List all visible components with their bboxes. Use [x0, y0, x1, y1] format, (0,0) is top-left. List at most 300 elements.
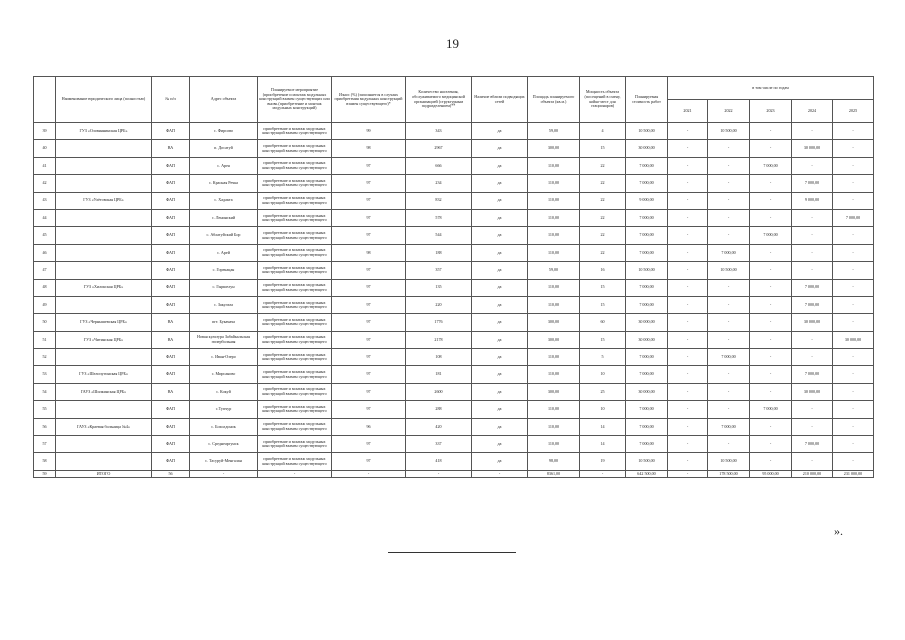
row-number: 39: [34, 123, 56, 140]
row-population: 181: [406, 366, 472, 383]
total-cap: -: [580, 470, 626, 477]
row-area: 300,00: [528, 331, 580, 348]
row-organization: [56, 296, 152, 313]
row-organization: [56, 436, 152, 453]
table-row: [34, 157, 874, 174]
row-year-2024: -: [792, 157, 833, 174]
row-year-2022: -: [708, 401, 750, 418]
row-wear: 97: [332, 383, 406, 400]
row-population: 288: [406, 401, 472, 418]
row-cost: 10 500,00: [626, 262, 668, 279]
row-year-2023: -: [750, 244, 792, 261]
row-year-2025: 30 000,00: [833, 331, 874, 348]
row-measure: приобретение и монтаж модульных конструкций взамен существующего: [258, 175, 332, 192]
row-network: да: [472, 227, 528, 244]
row-year-2021: -: [668, 296, 708, 313]
total-y23: 95 000,00: [750, 470, 792, 477]
header-year: 2025: [833, 100, 874, 123]
row-capacity: 14: [580, 436, 626, 453]
row-year-2023: 7 000,00: [750, 227, 792, 244]
row-measure: приобретение и монтаж модульных конструкций взамен существующего: [258, 157, 332, 174]
row-year-2025: -: [833, 262, 874, 279]
row-cost: 30 000,00: [626, 331, 668, 348]
row-network: да: [472, 401, 528, 418]
total-area: 8361,00: [528, 470, 580, 477]
row-year-2023: -: [750, 314, 792, 331]
row-year-2025: -: [833, 244, 874, 261]
row-cost: 30 000,00: [626, 140, 668, 157]
row-year-2023: -: [750, 349, 792, 366]
row-area: 300,00: [528, 140, 580, 157]
row-capacity: 22: [580, 209, 626, 226]
row-number: 58: [34, 453, 56, 470]
header-people: Количество населения, обслуживаемого медицинской организацией (структурным подразделением)**: [406, 77, 472, 123]
row-organization: [56, 262, 152, 279]
row-number: 49: [34, 296, 56, 313]
row-year-2022: -: [708, 157, 750, 174]
row-type: ФАП: [152, 436, 190, 453]
table-row: [34, 401, 874, 418]
row-capacity: 22: [580, 157, 626, 174]
row-year-2022: 10 500,00: [708, 123, 750, 140]
row-population: 544: [406, 227, 472, 244]
row-year-2025: -: [833, 296, 874, 313]
row-population: 357: [406, 262, 472, 279]
page-number: 19: [446, 36, 459, 51]
table-row: [34, 296, 874, 313]
header-type: [34, 77, 56, 123]
row-wear: 99: [332, 123, 406, 140]
row-year-2021: -: [668, 140, 708, 157]
row-year-2023: -: [750, 418, 792, 435]
row-type: ФАП: [152, 123, 190, 140]
row-type: ФАП: [152, 157, 190, 174]
row-year-2024: 30 000,00: [792, 314, 833, 331]
row-year-2025: -: [833, 123, 874, 140]
row-year-2024: -: [792, 123, 833, 140]
row-year-2024: 7 000,00: [792, 366, 833, 383]
row-year-2021: -: [668, 349, 708, 366]
row-year-2021: -: [668, 418, 708, 435]
row-area: 110,00: [528, 296, 580, 313]
row-year-2021: -: [668, 157, 708, 174]
row-year-2021: -: [668, 453, 708, 470]
row-year-2024: -: [792, 453, 833, 470]
row-organization: [56, 401, 152, 418]
row-address: с. Фирсово: [190, 123, 258, 140]
row-network: да: [472, 140, 528, 157]
header-area: Площадь планируемого объекта (кв.м.): [528, 77, 580, 123]
row-address: с. Среднеаргунск: [190, 436, 258, 453]
row-type: ФАП: [152, 401, 190, 418]
row-year-2022: -: [708, 279, 750, 296]
table-header: [34, 77, 874, 123]
row-address: с. Тасуруй-Менгалан: [190, 453, 258, 470]
row-year-2021: -: [668, 192, 708, 209]
row-area: 300,00: [528, 383, 580, 400]
row-capacity: 25: [580, 383, 626, 400]
row-year-2025: -: [833, 192, 874, 209]
row-measure: приобретение и монтаж модульных конструкций взамен существующего: [258, 366, 332, 383]
row-network: да: [472, 453, 528, 470]
row-year-2024: 30 000,00: [792, 383, 833, 400]
row-organization: [56, 175, 152, 192]
row-wear: 98: [332, 244, 406, 261]
row-measure: приобретение и монтаж модульных конструкций взамен существующего: [258, 331, 332, 348]
table-row: [34, 349, 874, 366]
row-area: 110,00: [528, 157, 580, 174]
row-area: 110,00: [528, 244, 580, 261]
row-population: 188: [406, 244, 472, 261]
row-capacity: 15: [580, 331, 626, 348]
row-measure: приобретение и монтаж модульных конструкций взамен существующего: [258, 349, 332, 366]
row-network: да: [472, 175, 528, 192]
row-network: да: [472, 296, 528, 313]
row-year-2024: -: [792, 331, 833, 348]
header-org: Наименование юридического лица (полностью): [56, 77, 152, 123]
row-type: ВА: [152, 331, 190, 348]
row-number: 55: [34, 401, 56, 418]
table-row: [34, 227, 874, 244]
row-cost: 7 000,00: [626, 418, 668, 435]
row-year-2023: -: [750, 366, 792, 383]
table-row: [34, 209, 874, 226]
row-capacity: 10: [580, 366, 626, 383]
table-row: [34, 244, 874, 261]
row-wear: 97: [332, 209, 406, 226]
row-cost: 7 000,00: [626, 175, 668, 192]
row-number: 46: [34, 244, 56, 261]
row-population: 2967: [406, 140, 472, 157]
row-network: да: [472, 366, 528, 383]
row-measure: приобретение и монтаж модульных конструкций взамен существующего: [258, 418, 332, 435]
row-network: да: [472, 349, 528, 366]
row-capacity: 22: [580, 227, 626, 244]
row-type: ФАП: [152, 227, 190, 244]
row-year-2021: -: [668, 383, 708, 400]
row-year-2022: 7 000,00: [708, 418, 750, 435]
row-year-2025: -: [833, 227, 874, 244]
signature-rule: [388, 552, 516, 553]
row-year-2025: -: [833, 140, 874, 157]
row-year-2022: -: [708, 209, 750, 226]
row-year-2021: -: [668, 436, 708, 453]
row-network: да: [472, 123, 528, 140]
row-measure: приобретение и монтаж модульных конструкций взамен существующего: [258, 453, 332, 470]
row-cost: 7 000,00: [626, 401, 668, 418]
row-type: ФАП: [152, 209, 190, 226]
row-cost: 7 000,00: [626, 209, 668, 226]
table-row: [34, 262, 874, 279]
row-cost: 30 000,00: [626, 314, 668, 331]
row-measure: приобретение и монтаж модульных конструкций взамен существующего: [258, 209, 332, 226]
row-capacity: 14: [580, 418, 626, 435]
row-year-2024: 7 000,00: [792, 279, 833, 296]
program-table: [33, 76, 874, 478]
row-year-2024: 9 000,00: [792, 192, 833, 209]
table-row: [34, 436, 874, 453]
row-network: да: [472, 314, 528, 331]
row-number: 48: [34, 279, 56, 296]
table-row: [34, 366, 874, 383]
row-area: 59,00: [528, 262, 580, 279]
row-capacity: 10: [580, 401, 626, 418]
row-capacity: 15: [580, 279, 626, 296]
header-capacity: Мощность объекта (посещений в смену, койко-мест для стационаров): [580, 77, 626, 123]
row-number: 40: [34, 140, 56, 157]
row-year-2025: -: [833, 175, 874, 192]
row-measure: приобретение и монтаж модульных конструкций взамен существующего: [258, 436, 332, 453]
row-address: пгт. Букачача: [190, 314, 258, 331]
row-measure: приобретение и монтаж модульных конструкций взамен существующего: [258, 314, 332, 331]
table-row: [34, 279, 874, 296]
row-address: с. Закульта: [190, 296, 258, 313]
row-wear: 97: [332, 227, 406, 244]
row-address: с. Хадакта: [190, 192, 258, 209]
row-year-2023: -: [750, 175, 792, 192]
row-year-2021: -: [668, 123, 708, 140]
row-measure: приобретение и монтаж модульных конструкций взамен существующего: [258, 227, 332, 244]
row-population: 420: [406, 418, 472, 435]
row-capacity: 19: [580, 453, 626, 470]
row-number: 42: [34, 175, 56, 192]
row-number: 51: [34, 331, 56, 348]
row-type: ФАП: [152, 366, 190, 383]
row-wear: 96: [332, 418, 406, 435]
row-capacity: 60: [580, 314, 626, 331]
row-area: 110,00: [528, 349, 580, 366]
row-area: 110,00: [528, 279, 580, 296]
row-area: 98,00: [528, 453, 580, 470]
row-network: да: [472, 157, 528, 174]
row-area: 110,00: [528, 366, 580, 383]
row-network: да: [472, 279, 528, 296]
closing-quote-mark: ».: [834, 524, 843, 538]
row-measure: приобретение и монтаж модульных конструкций взамен существующего: [258, 244, 332, 261]
table-row: [34, 314, 874, 331]
row-organization: [56, 140, 152, 157]
row-year-2024: 7 000,00: [792, 296, 833, 313]
row-number: 41: [34, 157, 56, 174]
row-cost: 7 000,00: [626, 436, 668, 453]
table-row: [34, 453, 874, 470]
total-net: -: [472, 470, 528, 477]
row-population: 343: [406, 123, 472, 140]
row-type: ФАП: [152, 175, 190, 192]
row-year-2023: -: [750, 331, 792, 348]
row-cost: 30 000,00: [626, 383, 668, 400]
row-year-2022: -: [708, 175, 750, 192]
header-num: № п/п: [152, 77, 190, 123]
row-year-2024: -: [792, 244, 833, 261]
header-address: Адрес объекта: [190, 77, 258, 123]
total-y22: 178 500,00: [708, 470, 750, 477]
total-y24: 210 000,00: [792, 470, 833, 477]
row-address: Новая культура Забайкальская гипербольная: [190, 331, 258, 348]
row-year-2025: -: [833, 314, 874, 331]
header-years-group: в том числе по годам: [668, 77, 874, 100]
row-address: с. Ленинский: [190, 209, 258, 226]
row-number: 50: [34, 314, 56, 331]
row-address: с. Бохолдонок: [190, 418, 258, 435]
row-area: 300,00: [528, 314, 580, 331]
row-year-2024: 7 000,00: [792, 175, 833, 192]
row-year-2023: -: [750, 209, 792, 226]
row-year-2023: -: [750, 192, 792, 209]
row-population: 108: [406, 349, 472, 366]
row-area: 59,00: [528, 123, 580, 140]
row-area: 110,00: [528, 436, 580, 453]
header-wear: Износ (%) (заполняется в случаях приобретения модульных конструкций взамен существующего)*: [332, 77, 406, 123]
row-year-2023: -: [750, 262, 792, 279]
row-network: да: [472, 192, 528, 209]
row-wear: 97: [332, 366, 406, 383]
row-year-2022: -: [708, 314, 750, 331]
row-year-2021: -: [668, 209, 708, 226]
row-cost: 7 000,00: [626, 227, 668, 244]
row-type: ФАП: [152, 418, 190, 435]
row-area: 110,00: [528, 401, 580, 418]
row-address: с.Тупчур: [190, 401, 258, 418]
row-year-2022: -: [708, 366, 750, 383]
total-label: ИТОГО: [56, 470, 152, 477]
row-wear: 97: [332, 175, 406, 192]
total-n: 59: [34, 470, 56, 477]
row-population: 2178: [406, 331, 472, 348]
total-cost: 642 500,00: [626, 470, 668, 477]
row-address: с. Кокуй: [190, 383, 258, 400]
program-table-container: [33, 76, 873, 478]
total-addr: -: [190, 470, 258, 477]
row-organization: ГУЗ «Чернышевская ЦРБ»: [56, 314, 152, 331]
row-organization: [56, 349, 152, 366]
table-row: [34, 331, 874, 348]
row-wear: 97: [332, 436, 406, 453]
row-organization: ГУЗ «Хилокская ЦРБ»: [56, 279, 152, 296]
row-area: 110,00: [528, 418, 580, 435]
row-year-2022: -: [708, 227, 750, 244]
row-year-2021: -: [668, 401, 708, 418]
row-type: ФАП: [152, 279, 190, 296]
row-population: 337: [406, 436, 472, 453]
row-year-2025: -: [833, 349, 874, 366]
row-organization: [56, 227, 152, 244]
row-year-2022: -: [708, 192, 750, 209]
row-capacity: 15: [580, 140, 626, 157]
row-year-2022: -: [708, 331, 750, 348]
row-cost: 7 000,00: [626, 296, 668, 313]
row-year-2023: -: [750, 279, 792, 296]
row-network: да: [472, 244, 528, 261]
row-cost: 7 000,00: [626, 157, 668, 174]
row-address: с. Арей: [190, 244, 258, 261]
row-wear: 98: [332, 140, 406, 157]
row-population: 578: [406, 209, 472, 226]
row-type: ВА: [152, 383, 190, 400]
row-type: ВА: [152, 140, 190, 157]
row-cost: 7 000,00: [626, 279, 668, 296]
row-wear: 97: [332, 314, 406, 331]
row-organization: [56, 244, 152, 261]
row-network: да: [472, 209, 528, 226]
row-network: да: [472, 436, 528, 453]
row-year-2022: 7 000,00: [708, 349, 750, 366]
row-year-2021: -: [668, 331, 708, 348]
row-year-2022: 10 500,00: [708, 262, 750, 279]
row-year-2025: -: [833, 418, 874, 435]
row-type: ФАП: [152, 262, 190, 279]
row-organization: ГУЗ «Улётовская ЦРБ»: [56, 192, 152, 209]
row-measure: приобретение и монтаж модульных конструкций взамен существующего: [258, 383, 332, 400]
row-wear: 97: [332, 296, 406, 313]
row-year-2023: -: [750, 140, 792, 157]
row-year-2021: -: [668, 175, 708, 192]
total-wear: -: [332, 470, 406, 477]
table-row: [34, 140, 874, 157]
row-measure: приобретение и монтаж модульных конструкций взамен существующего: [258, 140, 332, 157]
total-count: 56: [152, 470, 190, 477]
row-year-2025: -: [833, 383, 874, 400]
row-year-2024: -: [792, 262, 833, 279]
row-number: 52: [34, 349, 56, 366]
row-year-2024: -: [792, 349, 833, 366]
row-cost: 9 000,00: [626, 192, 668, 209]
header-year: 2023: [750, 100, 792, 123]
row-number: 56: [34, 418, 56, 435]
header-year: 2021: [668, 100, 708, 123]
row-cost: 7 000,00: [626, 349, 668, 366]
row-population: 832: [406, 192, 472, 209]
row-network: да: [472, 383, 528, 400]
row-capacity: 22: [580, 244, 626, 261]
row-organization: ГУЗ «Читинская ЦРБ»: [56, 331, 152, 348]
row-year-2021: -: [668, 227, 708, 244]
row-type: ФАП: [152, 244, 190, 261]
row-year-2023: -: [750, 436, 792, 453]
row-year-2022: -: [708, 383, 750, 400]
table-row: [34, 383, 874, 400]
row-year-2025: -: [833, 279, 874, 296]
row-organization: [56, 157, 152, 174]
total-meas: -: [258, 470, 332, 477]
header-measure: Планируемое мероприятие (приобретение и монтаж модульных конструкций взамен существующих или вновь (приобретение и монтаж модульных конструкций): [258, 77, 332, 123]
row-address: с. Иван-Озеро: [190, 349, 258, 366]
row-population: 234: [406, 175, 472, 192]
row-area: 110,00: [528, 209, 580, 226]
row-organization: ГУЗ «Шелопугинская ЦРБ»: [56, 366, 152, 383]
table-row: [34, 123, 874, 140]
row-year-2024: 7 000,00: [792, 436, 833, 453]
row-measure: приобретение и монтаж модульных конструкций взамен существующего: [258, 296, 332, 313]
row-wear: 97: [332, 453, 406, 470]
total-pop: -: [406, 470, 472, 477]
row-measure: приобретение и монтаж модульных конструкций взамен существующего: [258, 192, 332, 209]
row-year-2023: 7 000,00: [750, 401, 792, 418]
header-cost: Планируемая стоимость работ: [626, 77, 668, 123]
row-year-2022: 10 500,00: [708, 453, 750, 470]
row-address: с. Аблатуйский Бор: [190, 227, 258, 244]
row-population: 666: [406, 157, 472, 174]
row-wear: 97: [332, 349, 406, 366]
row-area: 110,00: [528, 175, 580, 192]
row-area: 110,00: [528, 227, 580, 244]
row-year-2024: -: [792, 227, 833, 244]
row-population: 135: [406, 279, 472, 296]
row-wear: 97: [332, 157, 406, 174]
row-capacity: 5: [580, 349, 626, 366]
total-y25: 231 000,00: [833, 470, 874, 477]
total-row: [34, 470, 874, 477]
